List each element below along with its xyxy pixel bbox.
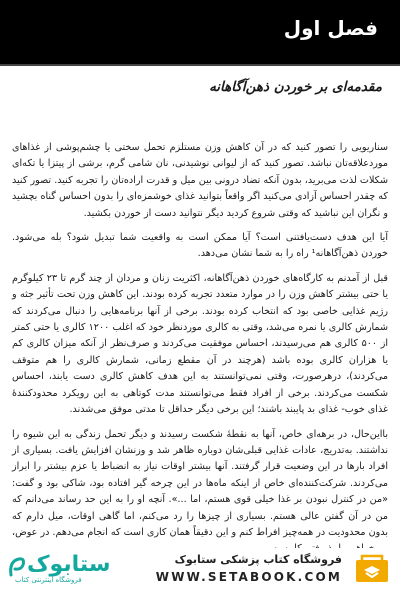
paragraph: قبل از آمدنم به کارگاه‌های خوردن ذهن‌آگاهانه، اکثریت زنان و مردان از چند گرم تا ۲۳ کیلوگرم یا حتی بیشتر کاهش وزن را در موارد متعدد تجربه کرده بودند. این کاهش وزن تحت تأثیر جثه و رژیم غذایی خاصی بود که انتخاب کرده بودند. برخی از آنها برنامه‌هایی را دنبال می‌کردند که شمارش کالری یا نمره می‌شد، وقتی به کالری موردنظر خود که اغلب ۱۲۰۰ کالری یا حتی کمتر از ۵۰۰ کالری هم می‌رسیدند، احساس موفقیت می‌کردند و صرف‌نظر از آنکه میزان کالری کم یا هزاران کالری بوده باشد (هرچند در آن مقطع زمانی، شمارش کالری را هم متوقف می‌کردند)، درهرصورت، وقتی نمی‌توانستند به این هدف کاهش کالری دست یابند، احساس شکست می‌کردند. برخی از افراد فقط می‌توانستند مدت کوتاهی به این رویکرد محدودکنندهٔ غذای خوب- غذای بد پایبند باشند؛ این برخی دیگر حداقل تا مدتی موفق می‌شدند. xyxy=(12,272,388,416)
body-text xyxy=(12,140,388,542)
paragraph: سناریویی را تصور کنید که در آن کاهش وزن مستلزم تحمل سختی یا چشم‌پوشی از غذاهای موردعلاقه‌تان نباشد. تصور کنید که از لیوانی نوشیدنی، نان شامی گرم، برشی از پیتزا یا تکه‌ای شکلات لذت می‌برید، بدون آنکه تضاد درونی بین میل و قدرت اراده‌تان را تجربه کنید. تصور کنید که چقدر احساس آزادی می‌کنید اگر واقعاً بتوانید غذای خوشمزه‌ای را بدون احساس گناه بچشید و نگران این نباشید که وقتی شروع کردید دیگر نتوانید دست از خوردن بکشید. xyxy=(12,142,388,219)
setabook-logo[interactable] xyxy=(7,553,115,586)
store-url-link[interactable]: WWW.SETABOOK.COM xyxy=(155,570,342,584)
header-divider xyxy=(0,64,400,66)
logo-tagline: فروشگاه اینترنتی کتاب xyxy=(15,576,82,584)
store-book-icon xyxy=(352,554,392,586)
logo-wordmark: ستابوک xyxy=(27,552,111,577)
chapter-header-bar xyxy=(0,0,400,66)
chapter-title: فصل اول xyxy=(283,16,378,40)
paragraph: بااین‌حال، در برهه‌ای خاص، آنها به نقطهٔ شکست رسیدند و دیگر تحمل زندگی به این شیوه را نداشتند. به‌تدریج، عادات غذایی قبلی‌شان دوباره ظاهر شد و وزنشان افزایش یافت. بسیاری از افراد بارها در این وضعیت قرار گرفتند. آنها بیشتر اوقات نیاز به انضباط یا عزم بیشتر را ابراز می‌کردند. شرکت‌کننده‌ای خاص از اینکه ماه‌ها در این چرخه گیر افتاده بود، شاکی بود و گفت: «من در کنترل نبودن بر غذا خیلی قوی هستم، اما ...». آنچه او را به این حد رساند می‌دانم که من در آن گفتن عالی هستم. بسیاری از چیزها را رد می‌کنم، اما گاهی اوقات، میل دارم که بدون محدودیت در همه‌چیز افراط کنم و این دقیقاً همان کاری است که انجام می‌دهم. در عوض، xyxy=(12,428,388,538)
section-title: مقدمه‌ای بر خوردن ذهن‌آگاهانه xyxy=(209,79,382,95)
store-name: فروشگاه کتاب پزشکی ستابوک xyxy=(174,553,342,566)
paragraph: آیا این هدف دست‌یافتنی است؟ آیا ممکن است به واقعیت شما تبدیل شود؟ بله می‌شود. خوردن ذهن‌آگاهانه¹ راه را به شما نشان می‌دهد. xyxy=(12,232,388,260)
